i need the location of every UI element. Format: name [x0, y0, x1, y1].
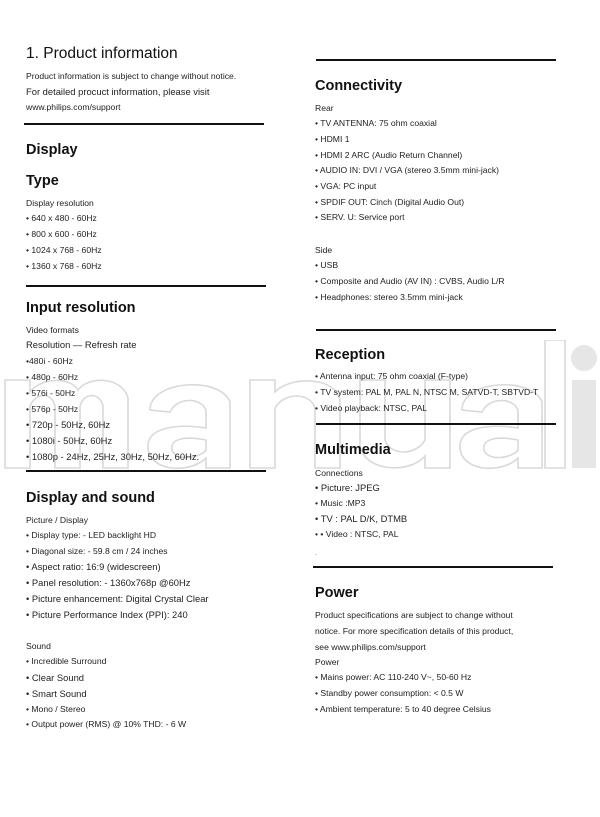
list-item: • USB: [315, 260, 339, 270]
list-item: • Mains power: AC 110-240 V~, 50-60 Hz: [315, 672, 472, 682]
list-item: • Video playback: NTSC, PAL: [315, 403, 428, 413]
list-item: • • Video : NTSC, PAL: [315, 529, 399, 539]
section-heading-display-sound: Display and sound: [26, 490, 155, 506]
divider: [316, 329, 556, 331]
list-item: • Headphones: stereo 3.5mm mini-jack: [315, 292, 463, 302]
video-formats-label: Video formats: [26, 325, 79, 335]
divider: [313, 566, 553, 568]
divider: [316, 423, 556, 425]
list-item: • Clear Sound: [26, 672, 85, 683]
list-item: • 720p - 50Hz, 60Hz: [26, 419, 111, 430]
divider: [24, 123, 264, 125]
divider: [26, 285, 266, 287]
list-item: • Picture: JPEG: [315, 482, 380, 493]
list-item: • Panel resolution: - 1360x768p @60Hz: [26, 577, 191, 588]
list-item: • 1360 x 768 - 60Hz: [26, 261, 102, 271]
list-item: • 480p - 60Hz: [26, 372, 79, 382]
list-item: • HDMI 2 ARC (Audio Return Channel): [315, 150, 463, 160]
section-heading-connectivity: Connectivity: [315, 78, 403, 94]
list-item: • 576i - 50Hz: [26, 388, 76, 398]
list-item: • 1024 x 768 - 60Hz: [26, 245, 102, 255]
list-item: • Ambient temperature: 5 to 40 degree Celsius: [315, 704, 491, 714]
list-item: • Standby power consumption: < 0.5 W: [315, 688, 464, 698]
list-item: • 1080i - 50Hz, 60Hz: [26, 435, 113, 446]
list-item: • Smart Sound: [26, 688, 87, 699]
list-item: • AUDIO IN: DVI / VGA (stereo 3.5mm mini-jack): [315, 165, 499, 175]
list-item: • Aspect ratio: 16:9 (widescreen): [26, 561, 161, 572]
list-item: • SERV. U: Service port: [315, 212, 405, 222]
list-item: •480i - 60Hz: [26, 356, 73, 366]
list-item: • TV system: PAL M, PAL N, NTSC M, SATVD-T, SBTVD-T: [315, 387, 539, 397]
power-label: Power: [315, 657, 340, 667]
picture-display-label: Picture / Display: [26, 515, 89, 525]
list-item: • 576p - 50Hz: [26, 404, 79, 414]
sound-label: Sound: [26, 641, 51, 651]
list-item: • Picture Performance Index (PPI): 240: [26, 609, 188, 620]
list-item: • 640 x 480 - 60Hz: [26, 213, 97, 223]
connections-label: Connections: [315, 468, 363, 478]
display-resolution-label: Display resolution: [26, 198, 94, 208]
support-link[interactable]: www.philips.com/support: [26, 102, 121, 112]
list-item: • HDMI 1: [315, 134, 350, 144]
section-heading-reception: Reception: [315, 347, 386, 363]
list-item: • 1080p - 24Hz, 25Hz, 30Hz, 50Hz, 60Hz.: [26, 451, 200, 462]
divider: [316, 59, 556, 61]
section-heading-type: Type: [26, 173, 59, 189]
list-item: • Diagonal size: - 59.8 cm / 24 inches: [26, 546, 168, 556]
section-heading-power: Power: [315, 585, 359, 601]
page-title: 1. Product information: [26, 45, 178, 62]
list-item: • Incredible Surround: [26, 656, 107, 666]
section-heading-display: Display: [26, 142, 78, 158]
list-item: • Mono / Stereo: [26, 704, 86, 714]
list-item: • TV ANTENNA: 75 ohm coaxial: [315, 118, 437, 128]
list-item: • Music :MP3: [315, 498, 366, 508]
list-item: • VGA: PC input: [315, 181, 377, 191]
trailing-dot: .: [315, 547, 318, 557]
list-item: • Output power (RMS) @ 10% THD: - 6 W: [26, 719, 187, 729]
list-item: • Picture enhancement: Digital Crystal Clear: [26, 593, 209, 604]
list-item: • SPDIF OUT: Cinch (Digital Audio Out): [315, 197, 465, 207]
list-item: • 800 x 600 - 60Hz: [26, 229, 97, 239]
power-notice: notice. For more specification details of this product,: [315, 626, 514, 636]
intro-line: For detailed procuct information, please visit: [26, 86, 210, 97]
list-item: • Antenna input: 75 ohm coaxial (F-type): [315, 371, 469, 381]
resolution-refresh-label: Resolution — Refresh rate: [26, 339, 137, 350]
section-heading-multimedia: Multimedia: [315, 442, 391, 458]
divider: [26, 470, 266, 472]
power-support-link[interactable]: see www.philips.com/support: [315, 642, 426, 652]
list-item: • TV : PAL D/K, DTMB: [315, 513, 408, 524]
power-notice: Product specifications are subject to change without: [315, 610, 513, 620]
list-item: • Display type: - LED backlight HD: [26, 530, 157, 540]
intro-line: Product information is subject to change without notice.: [26, 71, 237, 81]
section-heading-input-resolution: Input resolution: [26, 300, 136, 316]
side-label: Side: [315, 245, 333, 255]
rear-label: Rear: [315, 103, 334, 113]
list-item: • Composite and Audio (AV IN) : CVBS, Audio L/R: [315, 276, 505, 286]
